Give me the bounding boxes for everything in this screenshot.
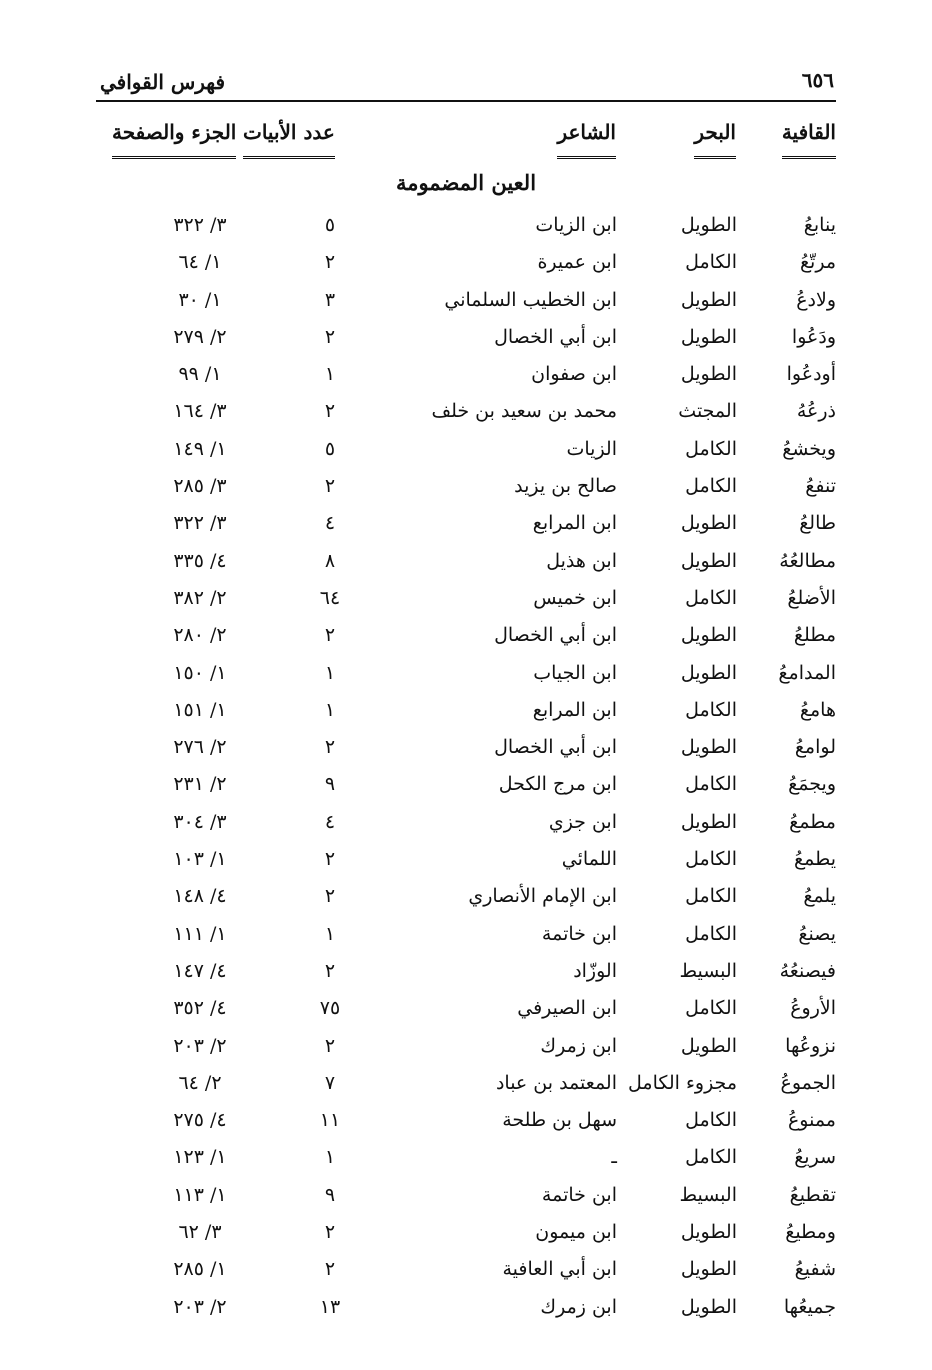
page-number: ٦٥٦ xyxy=(801,68,834,92)
volume-page-cell: ١/ ١٢٣ xyxy=(173,1146,227,1169)
table-row xyxy=(0,244,932,281)
rhyme-cell: الجموعُ xyxy=(780,1071,836,1094)
rhyme-cell: مطمعُ xyxy=(789,810,836,833)
meter-cell: الكامل xyxy=(685,848,737,871)
poet-cell: اللمائي xyxy=(561,848,617,871)
meter-cell: البسيط xyxy=(679,1183,737,1206)
table-row xyxy=(0,468,932,505)
poet-cell: ابن الصيرفي xyxy=(517,997,617,1020)
rhyme-cell: مطلعُ xyxy=(793,624,836,647)
volume-page-cell: ٢/ ٢٣١ xyxy=(173,773,227,796)
verse-count-cell: ١ xyxy=(324,1146,336,1169)
rhyme-cell: فيصنعُهُ xyxy=(779,959,836,982)
volume-page-cell: ٣/ ٦٢ xyxy=(178,1221,222,1244)
table-row xyxy=(0,543,932,580)
verse-count-cell: ١ xyxy=(324,698,336,721)
meter-cell: الطويل xyxy=(680,288,737,311)
poet-cell: ـ xyxy=(611,1146,617,1169)
table-row xyxy=(0,1102,932,1139)
section-title: العين المضمومة xyxy=(395,170,537,195)
verse-count-cell: ١ xyxy=(324,363,336,386)
verse-count-cell: ٢ xyxy=(324,1258,336,1281)
volume-page-cell: ١/ ٣٠ xyxy=(178,288,222,311)
rhyme-cell: أودعُوا xyxy=(786,363,836,386)
column-header-poet: الشاعر xyxy=(557,120,616,159)
verse-count-cell: ٢ xyxy=(324,1221,336,1244)
meter-cell: الكامل xyxy=(685,437,737,460)
poet-cell: ابن جزي xyxy=(548,810,617,833)
meter-cell: الطويل xyxy=(680,512,737,535)
volume-page-cell: ١/ ١١١ xyxy=(173,922,227,945)
verse-count-cell: ٨ xyxy=(324,549,336,572)
meter-cell: الطويل xyxy=(680,325,737,348)
table-row xyxy=(0,431,932,468)
meter-cell: الطويل xyxy=(680,363,737,386)
volume-page-cell: ١/ ٦٤ xyxy=(178,251,222,274)
verse-count-cell: ٢ xyxy=(324,1034,336,1057)
volume-page-cell: ٣/ ٢٨٥ xyxy=(173,475,227,498)
volume-page-cell: ١/ ٢٨٥ xyxy=(173,1258,227,1281)
rhyme-cell: لوامعُ xyxy=(794,736,836,759)
table-row xyxy=(0,319,932,356)
poet-cell: ابن خاتمة xyxy=(541,1183,617,1206)
rhyme-cell: مطالعُهُ xyxy=(779,549,836,572)
rhyme-cell: تقطيعُ xyxy=(789,1183,836,1206)
table-row xyxy=(0,207,932,244)
volume-page-cell: ٤/ ٢٧٥ xyxy=(173,1109,227,1132)
index-title: فهرس القوافي xyxy=(100,70,226,94)
rhyme-cell: هامعُ xyxy=(799,698,836,721)
meter-cell: الكامل xyxy=(685,475,737,498)
meter-cell: الكامل xyxy=(685,773,737,796)
table-row xyxy=(0,356,932,393)
table-row xyxy=(0,282,932,319)
poet-cell: ابن المرابع xyxy=(532,512,617,535)
meter-cell: الطويل xyxy=(680,661,737,684)
verse-count-cell: ٩ xyxy=(324,1183,336,1206)
table-row xyxy=(0,804,932,841)
rhyme-cell: يطمعُ xyxy=(794,848,836,871)
poet-cell: ابن ميمون xyxy=(535,1221,617,1244)
rhyme-cell: شفيعُ xyxy=(794,1258,836,1281)
table-row xyxy=(0,878,932,915)
column-header-rhyme: القافية xyxy=(782,120,836,159)
rhyme-cell: جميعُها xyxy=(783,1295,836,1318)
rhyme-cell: طالعُ xyxy=(799,512,836,535)
volume-page-cell: ١/ ١٥١ xyxy=(173,698,227,721)
verse-count-cell: ١ xyxy=(324,922,336,945)
rhyme-cell: ويجمَعُ xyxy=(788,773,836,796)
poet-cell: ابن مرج الكحل xyxy=(498,773,617,796)
rhyme-cell: ويخشعُ xyxy=(782,437,836,460)
meter-cell: الطويل xyxy=(680,214,737,236)
rhyme-cell: نزوعُها xyxy=(785,1034,836,1057)
column-header-verse-count: عدد الأبيات xyxy=(243,120,335,159)
poet-cell: محمد بن سعيد بن خلف xyxy=(431,400,617,423)
poet-cell: ابن هذيل xyxy=(546,549,617,572)
meter-cell: مجزوء الكامل xyxy=(628,1071,737,1094)
table-row xyxy=(0,766,932,803)
verse-count-cell: ٤ xyxy=(324,810,336,833)
verse-count-cell: ١ xyxy=(324,661,336,684)
table-row xyxy=(0,990,932,1027)
rhyme-cell: الأضلعُ xyxy=(787,586,836,609)
poet-cell: ابن الإمام الأنصاري xyxy=(468,885,617,908)
rhyme-cell: الأروعُ xyxy=(790,997,836,1020)
verse-count-cell: ٢ xyxy=(324,251,336,274)
poet-cell: ابن خاتمة xyxy=(541,922,617,945)
table-row xyxy=(0,1177,932,1214)
poet-cell: ابن الزيات xyxy=(535,214,617,236)
verse-count-cell: ٢ xyxy=(324,325,336,348)
verse-count-cell: ١١ xyxy=(319,1109,341,1132)
table-row xyxy=(0,505,932,542)
volume-page-cell: ١/ ١٥٠ xyxy=(173,661,227,684)
volume-page-cell: ٤/ ٣٥٢ xyxy=(173,997,227,1020)
verse-count-cell: ٧٥ xyxy=(319,997,341,1020)
verse-count-cell: ٥ xyxy=(324,214,336,236)
verse-count-cell: ٢ xyxy=(324,736,336,759)
meter-cell: الطويل xyxy=(680,1034,737,1057)
volume-page-cell: ٤/ ٣٣٥ xyxy=(173,549,227,572)
verse-count-cell: ٤ xyxy=(324,512,336,535)
poet-cell: صالح بن يزيد xyxy=(514,475,617,498)
verse-count-cell: ٢ xyxy=(324,885,336,908)
table-row xyxy=(0,953,932,990)
table-row xyxy=(0,393,932,430)
poet-cell: ابن المرابع xyxy=(532,698,617,721)
rhyme-cell: يصنعُ xyxy=(798,922,836,945)
meter-cell: المجتث xyxy=(678,400,737,423)
verse-count-cell: ٦٤ xyxy=(319,586,341,609)
poet-cell: ابن عميرة xyxy=(537,251,617,274)
verse-count-cell: ٢ xyxy=(324,848,336,871)
table-row xyxy=(0,692,932,729)
verse-count-cell: ٢ xyxy=(324,400,336,423)
meter-cell: الطويل xyxy=(680,1258,737,1281)
verse-count-cell: ٩ xyxy=(324,773,336,796)
poet-cell: ابن الخطيب السلماني xyxy=(444,288,617,311)
meter-cell: الكامل xyxy=(685,1146,737,1169)
poet-cell: ابن أبي العافية xyxy=(502,1258,617,1281)
rhyme-cell: يلمعُ xyxy=(803,885,836,908)
rhyme-cell: تنفعُ xyxy=(805,475,836,498)
table-row xyxy=(0,617,932,654)
volume-page-cell: ١/ ١٤٩ xyxy=(173,437,227,460)
table-row xyxy=(0,655,932,692)
verse-count-cell: ٧ xyxy=(324,1071,336,1094)
rhyme-cell: سريعُ xyxy=(794,1146,836,1169)
table-row xyxy=(0,580,932,617)
table-row xyxy=(0,1028,932,1065)
volume-page-cell: ٢/ ٢٧٩ xyxy=(173,325,227,348)
poet-cell: الزيات xyxy=(566,437,617,460)
rhyme-cell: ومطيعُ xyxy=(785,1221,836,1244)
table-row xyxy=(0,916,932,953)
meter-cell: الكامل xyxy=(685,922,737,945)
volume-page-cell: ٤/ ١٤٨ xyxy=(173,885,227,908)
table-row xyxy=(0,1214,932,1251)
rhyme-cell: ينابعُ xyxy=(803,214,836,236)
verse-count-cell: ٢ xyxy=(324,959,336,982)
meter-cell: الطويل xyxy=(680,1295,737,1318)
poet-cell: ابن الجياب xyxy=(533,661,617,684)
volume-page-cell: ٢/ ٦٤ xyxy=(178,1071,222,1094)
meter-cell: الطويل xyxy=(680,810,737,833)
rhyme-cell: ولادعُ xyxy=(796,288,836,311)
verse-count-cell: ٢ xyxy=(324,624,336,647)
volume-page-cell: ٤/ ١٤٧ xyxy=(173,959,227,982)
poet-cell: ابن خميس xyxy=(533,586,617,609)
poet-cell: ابن أبي الخصال xyxy=(494,736,617,759)
table-row xyxy=(0,1251,932,1288)
meter-cell: الطويل xyxy=(680,549,737,572)
poet-cell: سهل بن طلحة xyxy=(502,1109,617,1132)
volume-page-cell: ٣/ ٣٢٢ xyxy=(173,512,227,535)
meter-cell: الطويل xyxy=(680,736,737,759)
meter-cell: الكامل xyxy=(685,698,737,721)
poet-cell: ابن أبي الخصال xyxy=(494,624,617,647)
table-row xyxy=(0,1289,932,1326)
volume-page-cell: ٣/ ٣٠٤ xyxy=(173,810,227,833)
meter-cell: الكامل xyxy=(685,586,737,609)
meter-cell: الطويل xyxy=(680,1221,737,1244)
table-row xyxy=(0,841,932,878)
volume-page-cell: ٢/ ٢٠٣ xyxy=(173,1295,227,1318)
volume-page-cell: ١/ ١١٣ xyxy=(173,1183,227,1206)
table-row xyxy=(0,1139,932,1176)
volume-page-cell: ٢/ ٢٠٣ xyxy=(173,1034,227,1057)
meter-cell: الطويل xyxy=(680,624,737,647)
meter-cell: الكامل xyxy=(685,251,737,274)
meter-cell: البسيط xyxy=(679,959,737,982)
verse-count-cell: ٣ xyxy=(324,288,336,311)
table-row xyxy=(0,729,932,766)
poet-cell: ابن زمرك xyxy=(540,1295,617,1318)
volume-page-cell: ١/ ٩٩ xyxy=(178,363,222,386)
volume-page-cell: ٢/ ٢٧٦ xyxy=(173,736,227,759)
poet-cell: المعتمد بن عباد xyxy=(495,1071,617,1094)
rhyme-cell: ودَعُوا xyxy=(791,325,836,348)
meter-cell: الكامل xyxy=(685,1109,737,1132)
running-head xyxy=(96,64,836,102)
index-rows xyxy=(0,207,932,1326)
poet-cell: ابن زمرك xyxy=(540,1034,617,1057)
rhyme-cell: ذرعُهُ xyxy=(796,400,836,423)
column-header-meter: البحر xyxy=(694,120,736,159)
volume-page-cell: ٣/ ٣٢٢ xyxy=(173,214,227,236)
rhyme-cell: ممنوعُ xyxy=(787,1109,836,1132)
volume-page-cell: ٢/ ٢٨٠ xyxy=(173,624,227,647)
poet-cell: ابن أبي الخصال xyxy=(494,325,617,348)
verse-count-cell: ٢ xyxy=(324,475,336,498)
column-header-volume-page: الجزء والصفحة xyxy=(112,120,236,159)
meter-cell: الكامل xyxy=(685,885,737,908)
rhyme-cell: مرتّعُ xyxy=(799,251,836,274)
volume-page-cell: ٢/ ٣٨٢ xyxy=(173,586,227,609)
poet-cell: الوزّاد xyxy=(573,959,617,982)
poet-cell: ابن صفوان xyxy=(531,363,617,386)
meter-cell: الكامل xyxy=(685,997,737,1020)
rhyme-cell: المدامعُ xyxy=(778,661,836,684)
table-row xyxy=(0,1065,932,1102)
verse-count-cell: ١٣ xyxy=(319,1295,341,1318)
volume-page-cell: ١/ ١٠٣ xyxy=(173,848,227,871)
verse-count-cell: ٥ xyxy=(324,437,336,460)
volume-page-cell: ٣/ ١٦٤ xyxy=(173,400,227,423)
